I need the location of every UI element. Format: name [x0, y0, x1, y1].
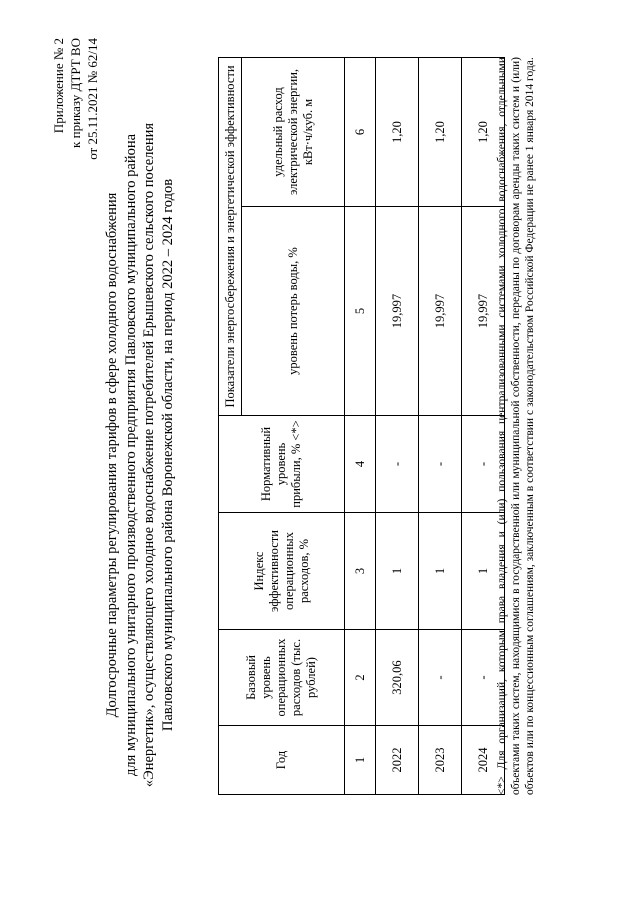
footnote-text: <*> Для организаций, которым права владения и (или) пользования централизованными системами холодного водоснабжения, отдельными объектами таких систем, находящимися в государственной или муниципальной собственности, переданы по договорам аренды таких систем и (или) объектов или по концессионным соглашениям, заключенным в соответствии с законодательством Российской Федерации не ранее 1 января 2014 года. — [496, 57, 536, 795]
column-number: 5 — [345, 207, 376, 416]
cell-elec: 1,20 — [376, 58, 419, 207]
column-numbers-row — [345, 58, 376, 795]
column-number: 3 — [345, 513, 376, 630]
cell-elec: 1,20 — [419, 58, 462, 207]
title-line: для муниципального унитарного производственного предприятия Павловского муниципального района — [122, 133, 139, 777]
cell-year: 2023 — [419, 726, 462, 795]
table-row — [419, 58, 462, 795]
cell-year: 2022 — [376, 726, 419, 795]
cell-norm: - — [462, 416, 505, 513]
header-normative-profit: Нормативный уровень прибыли, % <*> — [219, 416, 345, 513]
cell-loss: 19,997 — [462, 207, 505, 416]
title-line: «Энергетик», осуществляющего холодное водоснабжение потребителей Ерышевского сельского поселения — [141, 122, 157, 788]
header-water-loss: уровень потерь воды, % — [242, 207, 345, 416]
header-electricity-rate: удельный расход электрической энергии, кВт·ч/куб. м — [242, 58, 345, 207]
table-header-row — [219, 58, 242, 795]
cell-base: 320,06 — [376, 630, 419, 726]
header-base-expenses: Базовый уровень операционных расходов (тыс. рублей) — [219, 630, 345, 726]
cell-norm: - — [376, 416, 419, 513]
column-number: 1 — [345, 726, 376, 795]
appendix-number: Приложение № 2 — [51, 38, 66, 134]
cell-elec: 1,20 — [462, 58, 505, 207]
cell-year: 2024 — [462, 726, 505, 795]
table-row — [376, 58, 419, 795]
cell-loss: 19,997 — [376, 207, 419, 416]
cell-index: 1 — [376, 513, 419, 630]
column-number: 4 — [345, 416, 376, 513]
cell-loss: 19,997 — [419, 207, 462, 416]
cell-base: - — [419, 630, 462, 726]
title-line: Павловского муниципального района Воронежской области, на период 2022 – 2024 годов — [159, 178, 176, 732]
title-line: Долгосрочные параметры регулирования тарифов в сфере холодного водоснабжения — [104, 192, 120, 718]
header-year: Год — [219, 726, 345, 795]
cell-norm: - — [419, 416, 462, 513]
header-efficiency-index: Индекс эффективности операционных расходов, % — [219, 513, 345, 630]
cell-index: 1 — [462, 513, 505, 630]
appendix-date: от 25.11.2021 № 62/14 — [85, 38, 100, 160]
column-number: 2 — [345, 630, 376, 726]
document-title — [103, 65, 177, 845]
cell-base: - — [462, 630, 505, 726]
parameters-table — [218, 57, 505, 795]
appendix-order: к приказу ДТРТ ВО — [68, 38, 83, 148]
column-number: 6 — [345, 58, 376, 207]
cell-index: 1 — [419, 513, 462, 630]
header-energy-group: Показатели энергосбережения и энергетической эффективности — [219, 58, 242, 416]
appendix-header — [50, 38, 101, 160]
